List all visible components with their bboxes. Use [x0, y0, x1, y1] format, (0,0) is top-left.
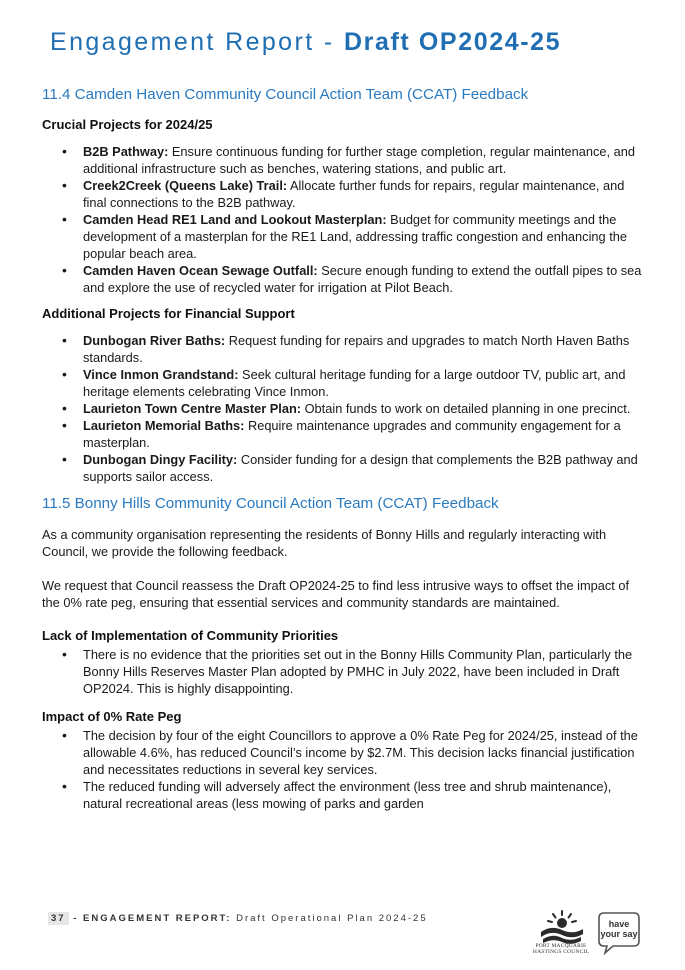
item-title: Creek2Creek (Queens Lake) Trail:: [83, 178, 288, 193]
crucial-projects-list: [42, 143, 647, 296]
have-your-say-badge: [597, 911, 641, 955]
item-text: Budget for community meetings and the development of a masterplan for the RE1 Land, addressing traffic congestion and enhancing the popular beach area.: [83, 212, 627, 261]
badge-line-2: your say: [600, 929, 638, 939]
list-item: [83, 400, 647, 417]
list-item: • There is no evidence that the priorities set out in the Bonny Hills Community Plan, particularly the Bonny Hills Reserves Master Plan adopted by PMHC in July 2022, have been included in Draft OP2024. This is highly disappointing.: [83, 646, 647, 697]
impact-rate-peg-list: [42, 727, 647, 812]
item-title: Laurieton Memorial Baths:: [83, 418, 245, 433]
impact-rate-peg-heading: Impact of 0% Rate Peg: [42, 709, 182, 724]
logo-line-2: HASTINGS COUNCIL: [532, 949, 590, 955]
item-title: Camden Head RE1 Land and Lookout Masterplan:: [83, 212, 387, 227]
item-text: Seek cultural heritage funding for a large outdoor TV, public art, and heritage elements celebrating Vince Inmon.: [83, 367, 626, 399]
item-title: Dunbogan River Baths:: [83, 333, 226, 348]
page-title-bold: Draft OP2024-25: [343, 28, 562, 56]
page-title-prefix: Engagement Report -: [50, 28, 344, 56]
footer-separator: -: [68, 913, 84, 924]
main-content: [42, 86, 647, 822]
list-item: [83, 332, 647, 366]
additional-projects-heading: Additional Projects for Financial Support: [42, 306, 295, 321]
list-item: [83, 417, 647, 451]
additional-projects-list: [42, 332, 647, 485]
paragraph: We request that Council reassess the Draft OP2024-25 to find less intrusive ways to offset the impact of the 0% rate peg, ensuring that essential services and community standards are maintained.: [42, 578, 630, 610]
section-11-5-heading: 11.5 Bonny Hills Community Council Action Team (CCAT) Feedback: [42, 495, 499, 512]
item-text: Secure enough funding to extend the outfall pipes to sea and explore the use of recycled water for irrigation at Pilot Beach.: [83, 263, 642, 295]
list-item: [83, 177, 647, 211]
page-title: [50, 28, 561, 57]
logo-line-1: PORT MACQUARIE: [535, 943, 587, 949]
item-text: Obtain funds to work on detailed planning in one precinct.: [301, 401, 631, 416]
list-item: [83, 262, 647, 296]
have-your-say-text: [599, 919, 639, 939]
item-title: Vince Inmon Grandstand:: [83, 367, 239, 382]
footer-doc-title: Draft Operational Plan 2024-25: [231, 913, 428, 924]
crucial-projects-heading: Crucial Projects for 2024/25: [42, 117, 213, 132]
list-item: [83, 366, 647, 400]
item-title: Camden Haven Ocean Sewage Outfall:: [83, 263, 318, 278]
paragraph: As a community organisation representing the residents of Bonny Hills and regularly interacting with Council, we provide the following feedback.: [42, 527, 607, 559]
item-title: Dunbogan Dingy Facility:: [83, 452, 238, 467]
list-item: [83, 143, 647, 177]
lack-of-implementation-list: [42, 646, 647, 697]
council-logo-text: [528, 943, 594, 955]
list-item: [83, 211, 647, 262]
section-11-4-heading: 11.4 Camden Haven Community Council Action Team (CCAT) Feedback: [42, 86, 529, 103]
item-title: B2B Pathway:: [83, 144, 169, 159]
item-title: Laurieton Town Centre Master Plan:: [83, 401, 302, 416]
page-number: 37: [48, 912, 69, 925]
list-item: [83, 451, 647, 485]
item-text: Allocate further funds for repairs, regular maintenance, and final connections to the B2B pathway.: [83, 178, 625, 210]
page-footer: [48, 913, 428, 924]
footer-label: ENGAGEMENT REPORT:: [83, 913, 232, 924]
item-text: Request funding for repairs and upgrades to match North Haven Baths standards.: [83, 333, 630, 365]
lack-of-implementation-heading: Lack of Implementation of Community Priorities: [42, 628, 339, 643]
item-text: Ensure continuous funding for further stage completion, regular maintenance, and additional infrastructure such as benches, watering stations, and public art.: [83, 144, 636, 176]
item-text: Require maintenance upgrades and community engagement for a masterplan.: [83, 418, 621, 450]
badge-line-1: have: [608, 919, 630, 929]
item-text: Consider funding for a design that complements the B2B pathway and supports sailor access.: [83, 452, 638, 484]
list-item: • The decision by four of the eight Councillors to approve a 0% Rate Peg for 2024/25, instead of the allowable 4.6%, has reduced Council’s income by $2.7M. This decision lacks financial justification and necessitates reductions in several key services.: [83, 727, 647, 778]
list-item: • The reduced funding will adversely affect the environment (less tree and shrub maintenance), natural recreational areas (less mowing of parks and garden: [83, 778, 647, 812]
